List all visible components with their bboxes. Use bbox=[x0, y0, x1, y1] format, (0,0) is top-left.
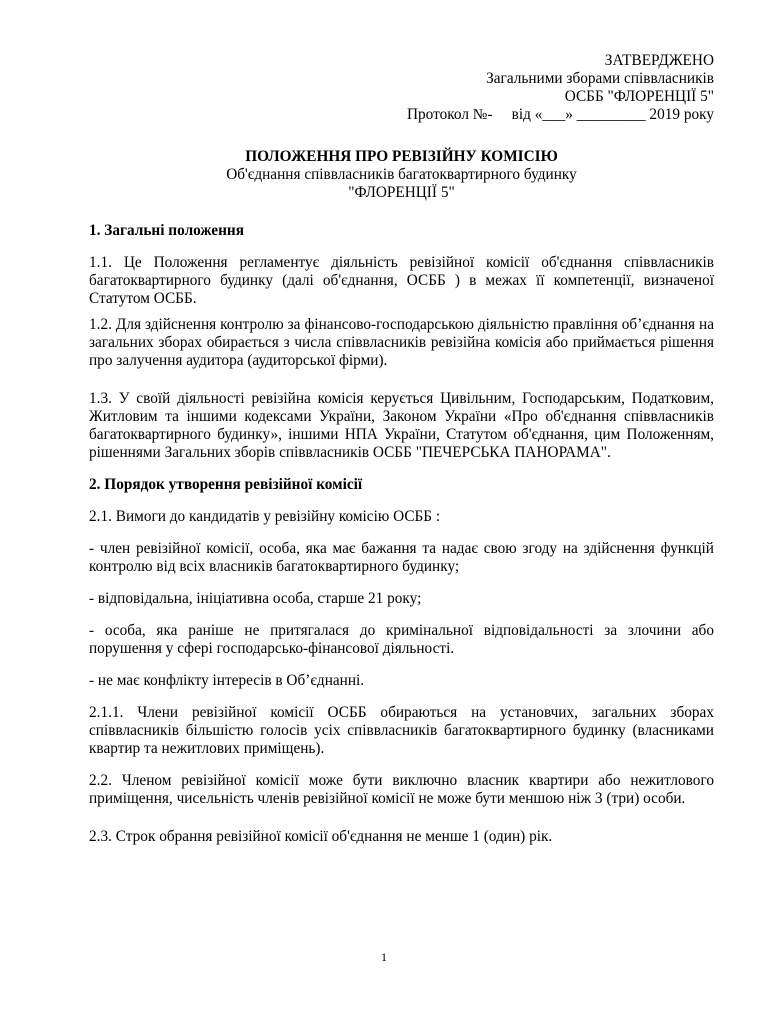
paragraph-1-2: 1.2. Для здійснення контролю за фінансово-господарською діяльністю правління об’єднання на загальних зборах обирається з числа співвласників ревізійна комісія або приймається рішення про залучення аудитора (аудиторської фірми). bbox=[89, 316, 714, 369]
approval-org: ОСББ "ФЛОРЕНЦІЇ 5" bbox=[564, 88, 714, 105]
document-subtitle-name: "ФЛОРЕНЦІЇ 5" bbox=[348, 184, 455, 201]
document-title: ПОЛОЖЕННЯ ПРО РЕВІЗІЙНУ КОМІСІЮ bbox=[245, 148, 558, 165]
paragraph-1-1: 1.1. Це Положення регламентує діяльність ревізійної комісії об'єднання співвласників багатоквартирного будинку (далі об'єднання, ОСББ ) в межах її компетенції, визначеної Статутом ОСББ. bbox=[89, 254, 714, 307]
approval-block bbox=[89, 52, 714, 124]
section-heading-1: 1. Загальні положення bbox=[89, 222, 245, 239]
approval-heading: ЗАТВЕРДЖЕНО bbox=[604, 52, 714, 69]
title-block bbox=[89, 148, 714, 202]
paragraph-2-3: 2.3. Строк обрання ревізійної комісії об'єднання не менше 1 (один) рік. bbox=[89, 828, 553, 845]
bullet-item: - не має конфлікту інтересів в Об’єднанні. bbox=[89, 672, 365, 689]
paragraph-1-3: 1.3. У своїй діяльності ревізійна комісія керується Цивільним, Господарським, Податковим, Житловим та іншими кодексами України, Законом України «Про об'єднання співвласників багатоквартирного будинку», іншими НПА України, Статутом об'єднання, цим Положенням, рішеннями Загальних зборів співвласників ОСББ "ПЕЧЕРСЬКА ПАНОРАМА". bbox=[89, 390, 714, 461]
section-heading-2: 2. Порядок утворення ревізійної комісії bbox=[89, 476, 363, 493]
paragraph-2-2: 2.2. Членом ревізійної комісії може бути виключно власник квартири або нежитлового приміщення, чисельність членів ревізійної комісії не може бути меншою ніж 3 (три) особи. bbox=[89, 772, 714, 807]
approval-protocol: Протокол №- від «___» _________ 2019 року bbox=[406, 106, 714, 123]
paragraph-2-1-1: 2.1.1. Члени ревізійної комісії ОСББ обираються на установчих, загальних зборах співвласників більшістю голосів усіх співвласників багатоквартирного будинку (власниками квартир та нежитлових приміщень). bbox=[89, 704, 714, 757]
paragraph-2-1: 2.1. Вимоги до кандидатів у ревізійну комісію ОСББ : bbox=[89, 508, 441, 525]
bullet-item: - відповідальна, ініціативна особа, старше 21 року; bbox=[89, 590, 422, 607]
approval-body: Загальними зборами співвласників bbox=[486, 70, 714, 87]
page-number: 1 bbox=[381, 950, 387, 964]
bullet-item: - особа, яка раніше не притягалася до кримінальної відповідальності за злочини або порушення у сфері господарсько-фінансової діяльності. bbox=[89, 622, 714, 657]
document-page bbox=[89, 52, 714, 846]
bullet-item: - член ревізійної комісії, особа, яка має бажання та надає свою згоду на здійснення функцій контролю від всіх власників багатоквартирного будинку; bbox=[89, 540, 714, 575]
document-subtitle: Об'єднання співвласників багатоквартирного будинку bbox=[226, 166, 577, 183]
